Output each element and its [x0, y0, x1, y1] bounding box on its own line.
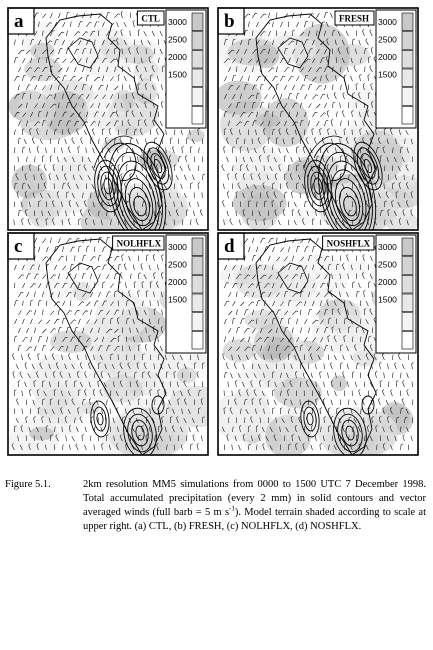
- panel-letter: c: [14, 236, 23, 257]
- terrain-scale-tick: 1500: [378, 294, 397, 305]
- caption-text: [83, 478, 426, 534]
- caption-text-main: 2km resolution MM5 simulations from 0000 to 1500 UTC 7 December 1998. Total accumulated precipitation (every 2 mm) in solid contours and vector averaged winds (full barb = 5 m s: [83, 479, 426, 518]
- terrain-scale-swatch: [192, 238, 203, 256]
- terrain-scale-legend: [376, 235, 416, 353]
- terrain-scale-swatch: [192, 50, 203, 68]
- terrain-scale-swatch: [402, 238, 413, 256]
- terrain-scale-swatch: [402, 257, 413, 275]
- terrain-scale-swatch: [402, 106, 413, 124]
- terrain-scale-swatch: [192, 331, 203, 349]
- terrain-scale-swatch: [402, 50, 413, 68]
- terrain-scale-swatch: [402, 32, 413, 50]
- map-panel-c: [8, 233, 227, 460]
- run-label: CTL: [141, 13, 160, 24]
- terrain-scale-tick: 3000: [378, 242, 397, 252]
- panel-letter-box: [8, 8, 34, 34]
- terrain-scale-swatch: [192, 13, 203, 31]
- terrain-scale-swatch: [192, 106, 203, 124]
- panel-letter: a: [14, 11, 24, 32]
- terrain-scale-swatch: [192, 257, 203, 275]
- panel-letter-box: [218, 8, 244, 34]
- terrain-scale-swatch: [192, 275, 203, 293]
- run-label-box: [113, 236, 164, 250]
- terrain-scale-swatch: [192, 69, 203, 87]
- terrain-scale-swatch: [192, 313, 203, 331]
- terrain-scale-tick: 2500: [378, 34, 397, 45]
- run-label: FRESH: [339, 13, 370, 24]
- terrain-scale-swatch: [402, 294, 413, 312]
- run-label-box: [335, 11, 374, 25]
- terrain-scale-tick: 3000: [168, 17, 187, 27]
- panel-letter-box: [218, 233, 244, 259]
- terrain-scale-swatch: [192, 294, 203, 312]
- terrain-scale-tick: 2500: [168, 259, 187, 270]
- terrain-scale-legend: [376, 10, 416, 128]
- terrain-scale-swatch: [402, 13, 413, 31]
- terrain-scale-tick: 2000: [378, 52, 397, 62]
- terrain-scale-swatch: [402, 88, 413, 106]
- terrain-scale-tick: 1500: [168, 294, 187, 305]
- terrain-scale-swatch: [402, 275, 413, 293]
- terrain-scale-tick: 2000: [168, 52, 187, 62]
- terrain-scale-tick: 3000: [378, 17, 397, 27]
- run-label-box: [137, 11, 164, 25]
- terrain-scale-tick: 2000: [378, 277, 397, 287]
- run-label: NOLHFLX: [116, 238, 162, 249]
- terrain-scale-tick: 2500: [378, 259, 397, 270]
- terrain-scale-swatch: [402, 313, 413, 331]
- run-label: NOSHFLX: [326, 238, 371, 249]
- terrain-scale-swatch: [402, 69, 413, 87]
- panel-letter: b: [224, 11, 235, 32]
- terrain-scale-swatch: [402, 331, 413, 349]
- terrain-scale-swatch: [192, 32, 203, 50]
- panel-letter: d: [224, 236, 235, 257]
- map-panel-d: [212, 233, 418, 460]
- terrain-scale-legend: [166, 235, 206, 353]
- terrain-scale-tick: 2000: [168, 277, 187, 287]
- terrain-scale-swatch: [192, 88, 203, 106]
- terrain-scale-tick: 1500: [168, 69, 187, 80]
- map-panel-b: [215, 8, 430, 251]
- map-panel-a: [8, 8, 213, 251]
- terrain-scale-tick: 3000: [168, 242, 187, 252]
- caption-label: Figure 5.1.: [5, 479, 51, 490]
- run-label-box: [323, 236, 374, 250]
- caption-text-end: ). Model terrain shaded according to scale at upper right. (a) CTL, (b) FRESH, (c) NOLHFLX, (d) NOSHFLX.: [83, 507, 427, 532]
- panel-letter-box: [8, 233, 34, 259]
- terrain-scale-tick: 2500: [168, 34, 187, 45]
- terrain-scale-legend: [166, 10, 206, 128]
- terrain-scale-tick: 1500: [378, 69, 397, 80]
- caption-text-sup: -1: [229, 504, 235, 513]
